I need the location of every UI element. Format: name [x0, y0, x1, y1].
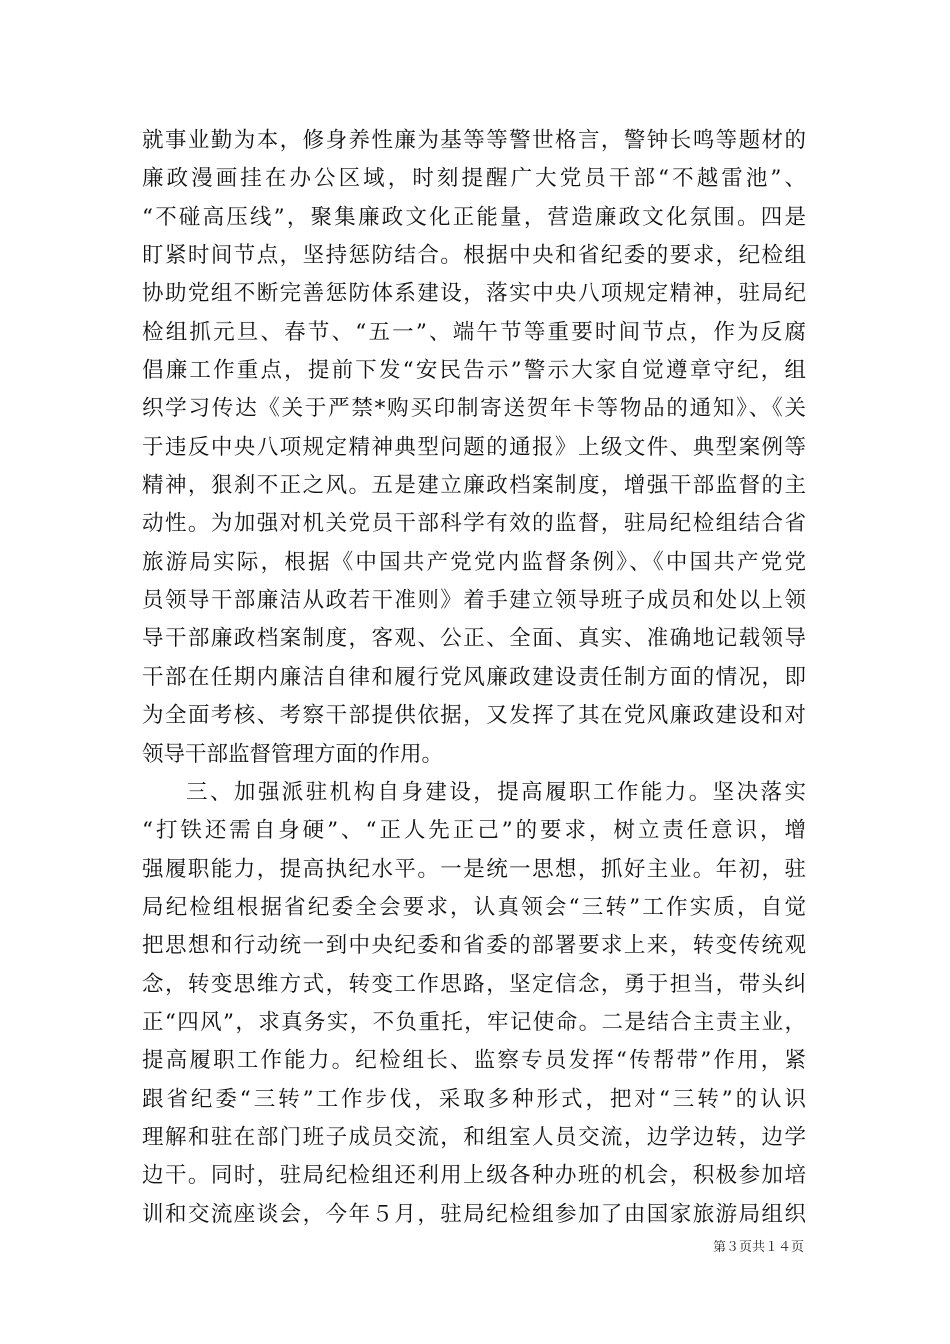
text-line: 导干部廉政档案制度，客观、公正、全面、真实、准确地记载领导 [142, 626, 806, 652]
text-line: 边干。同时，驻局纪检组还利用上级各种办班的机会，积极参加培 [142, 1163, 806, 1189]
text-line: 旅游局实际，根据《中国共产党党内监督条例》、《中国共产党党 [142, 549, 806, 575]
text-line: 训和交流座谈会，今年５月，驻局纪检组参加了由国家旅游局组织 [142, 1201, 806, 1227]
text-line: 倡廉工作重点，提前下发“安民告示”警示大家自觉遵章守纪，组 [142, 358, 806, 384]
text-line: 就事业勤为本，修身养性廉为基等等警世格言，警钟长鸣等题材的 [142, 128, 806, 153]
text-line: 局纪检组根据省纪委全会要求，认真领会“三转”工作实质，自觉 [142, 894, 806, 920]
text-line: 协助党组不断完善惩防体系建设，落实中央八项规定精神，驻局纪 [142, 281, 806, 307]
paragraph-1 [142, 122, 806, 774]
paragraph-2 [142, 774, 806, 1234]
text-line: 精神，狠刹不正之风。五是建立廉政档案制度，增强干部监督的主 [142, 473, 806, 499]
text-line: 理解和驻在部门班子成员交流，和组室人员交流，边学边转，边学 [142, 1124, 806, 1150]
body-text [142, 122, 806, 1234]
text-line: 正“四风”，求真务实，不负重托，牢记使命。二是结合主责主业， [142, 1009, 806, 1035]
text-line: “不碰高压线”，聚集廉政文化正能量，营造廉政文化氛围。四是 [142, 204, 806, 230]
text-line: “打铁还需自身硬”、“正人先正己”的要求，树立责任意识，增 [142, 818, 806, 844]
text-line: 把思想和行动统一到中央纪委和省委的部署要求上来，转变传统观 [142, 933, 806, 959]
text-line: 动性。为加强对机关党员干部科学有效的监督，驻局纪检组结合省 [142, 511, 806, 537]
text-line: 织学习传达《关于严禁*购买印制寄送贺年卡等物品的通知》、《关 [142, 396, 806, 422]
text-line: 员领导干部廉洁从政若干准则》着手建立领导班子成员和处以上领 [142, 588, 806, 614]
text-line: 干部在任期内廉洁自律和履行党风廉政建设责任制方面的情况，即 [142, 664, 806, 690]
text-line: 三、加强派驻机构自身建设，提高履职工作能力。坚决落实 [186, 779, 806, 805]
text-line: 盯紧时间节点，坚持惩防结合。根据中央和省纪委的要求，纪检组 [142, 243, 806, 269]
text-line: 于违反中央八项规定精神典型问题的通报》上级文件、典型案例等 [142, 434, 806, 460]
text-line: 提高履职工作能力。纪检组长、监察专员发挥“传帮带”作用，紧 [142, 1048, 806, 1074]
text-line: 跟省纪委“三转”工作步伐，采取多种形式，把对“三转”的认识 [142, 1086, 806, 1112]
text-line: 领导干部监督管理方面的作用。 [142, 741, 444, 767]
text-line: 检组抓元旦、春节、“五一”、端午节等重要时间节点，作为反腐 [142, 319, 806, 345]
text-line: 为全面考核、考察干部提供依据，又发挥了其在党风廉政建设和对 [142, 703, 806, 729]
page-number: 第３页共１４页 [712, 1240, 804, 1255]
text-line: 廉政漫画挂在办公区域，时刻提醒广大党员干部“不越雷池”、 [142, 166, 806, 192]
text-line: 念，转变思维方式，转变工作思路，坚定信念，勇于担当，带头纠 [142, 971, 806, 997]
text-line: 强履职能力，提高执纪水平。一是统一思想，抓好主业。年初，驻 [142, 856, 806, 882]
